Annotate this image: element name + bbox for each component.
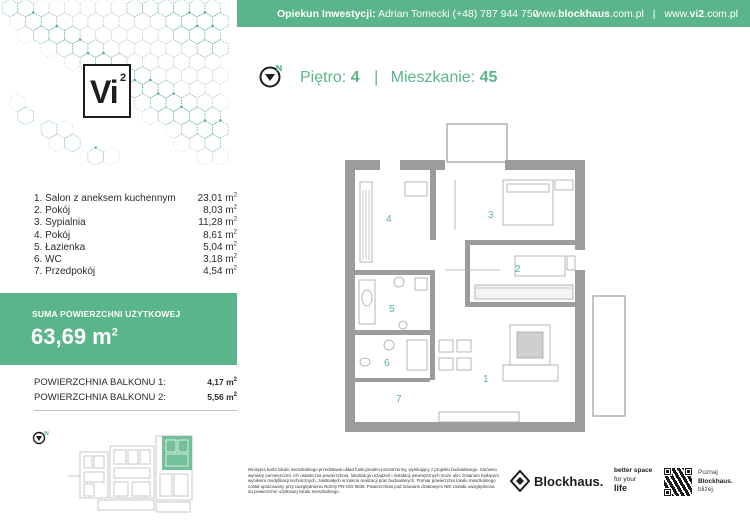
section-divider (34, 410, 237, 411)
blockhaus-brand (510, 470, 603, 492)
balcony-row (34, 392, 237, 403)
room-name: 5. Łazienka (34, 241, 86, 253)
logo-superscript: 2 (120, 72, 127, 84)
poznaj-line: Poznaj (698, 469, 718, 476)
room-row (34, 230, 237, 242)
balcony-area: 4,17 $m^2$ (207, 377, 237, 387)
room-area: 5,04 $m^2$ (203, 241, 237, 253)
room-label-6: 6 (384, 358, 390, 369)
room-area: 11,28 $m^2$ (198, 217, 237, 229)
poznaj-line: bliżej. (698, 486, 715, 493)
room-name: 7. Przedpokój (34, 266, 96, 278)
balcony-label: POWIERZCHNIA BALKONU 2: (34, 392, 166, 403)
header-separator: | (374, 69, 379, 86)
apartment-label: Mieszkanie: (390, 69, 476, 86)
caretaker-info (277, 8, 539, 20)
tagline-line: better space (614, 467, 653, 474)
logo-text: Vi (90, 74, 118, 110)
room-label-5: 5 (389, 304, 395, 315)
tagline-line: life (614, 483, 628, 493)
learn-more-text (698, 469, 733, 495)
room-name: 2. Pokój (34, 205, 71, 217)
floor-label: Piętro: (300, 69, 347, 86)
contact-banner (237, 0, 750, 27)
balcony-row (34, 377, 237, 388)
poznaj-line: Blockhaus. (698, 477, 733, 485)
legal-disclaimer: Niniejsza karta lokalu mieszkalnego przedstawia układ funkcjonalno-przestrzenny, wynikający z projektu budowlanego. Zarówno wymiary pomieszczeń, ich ostateczna powierzchnia, lokalizacja urządzeń i instalacji wewnętrznych może ulec zmianom będącym wynikiem modyfikacji technicznych, zaistniałych w trakcie realizacji prac budowlanych. Pomiar powierzchni lokalu mieszkalnego został opracowany przy uwzględnieniu Normy PN-ISO 9836. Powierzchnia pod ścianami działowymi NIE została uwzględniona do powierzchni użytkowej lokalu mieszkalnego. (248, 467, 499, 495)
apartment-floor-plan (335, 120, 635, 440)
room-row (34, 205, 237, 217)
vi2-logo (83, 64, 131, 118)
room-list (34, 193, 237, 278)
vi2-link[interactable]: www.vi2.com.pl (664, 8, 738, 20)
room-label-3: 3 (488, 210, 494, 221)
room-row (34, 242, 237, 254)
room-row (34, 193, 237, 205)
total-area-label: SUMA POWIERZCHNI UŻYTKOWEJ (32, 309, 181, 319)
balcony-label: POWIERZCHNIA BALKONU 1: (34, 377, 166, 388)
total-area-value: 63,69 $m^2$ (31, 324, 118, 349)
room-label-1: 1 (483, 374, 489, 385)
compass-icon (258, 62, 286, 90)
mini-compass-icon (34, 431, 49, 444)
room-numbers (384, 210, 521, 405)
room-area: 8,61 $m^2$ (203, 229, 237, 241)
highlighted-apartment (162, 436, 192, 470)
website-links (533, 8, 738, 20)
room-label-2: 2 (515, 264, 521, 275)
room-area: 8,03 $m^2$ (203, 204, 237, 217)
total-area-panel (0, 293, 237, 365)
links-separator: | (652, 8, 656, 20)
brand-name: Blockhaus. (534, 473, 604, 489)
room-name: 4. Pokój (34, 229, 71, 241)
apartment-header (300, 69, 497, 87)
room-row (34, 266, 237, 278)
room-row (34, 217, 237, 229)
room-name: 1. Salon z aneksem kuchennym (34, 193, 176, 204)
room-area: 3,18 $m^2$ (203, 253, 237, 265)
room-name: 3. Sypialnia (34, 217, 86, 229)
apartment-value: 45 (479, 69, 498, 86)
tagline-line: for your (614, 476, 637, 483)
balcony-area: 5,56 $m^2$ (207, 392, 237, 402)
blockhaus-link[interactable]: www.blockhaus.com.pl (533, 8, 644, 20)
balcony-right (593, 296, 625, 416)
room-name: 6. WC (34, 253, 62, 265)
qr-code-icon[interactable] (664, 468, 692, 496)
caretaker-contact: Adrian Tomecki (+48) 787 944 750 (377, 8, 539, 20)
room-row (34, 254, 237, 266)
room-label-4: 4 (386, 214, 392, 225)
building-location-map (28, 426, 228, 516)
floor-value: 4 (350, 69, 360, 86)
room-label-7: 7 (396, 394, 402, 405)
blockhaus-logo-icon (510, 470, 530, 492)
room-area: 4,54 $m^2$ (203, 265, 237, 278)
brand-tagline (614, 466, 652, 493)
balcony-top (447, 124, 507, 162)
caretaker-label: Opiekun Inwestycji: (277, 8, 376, 20)
room-area: 23,01 $m^2$ (197, 192, 237, 204)
